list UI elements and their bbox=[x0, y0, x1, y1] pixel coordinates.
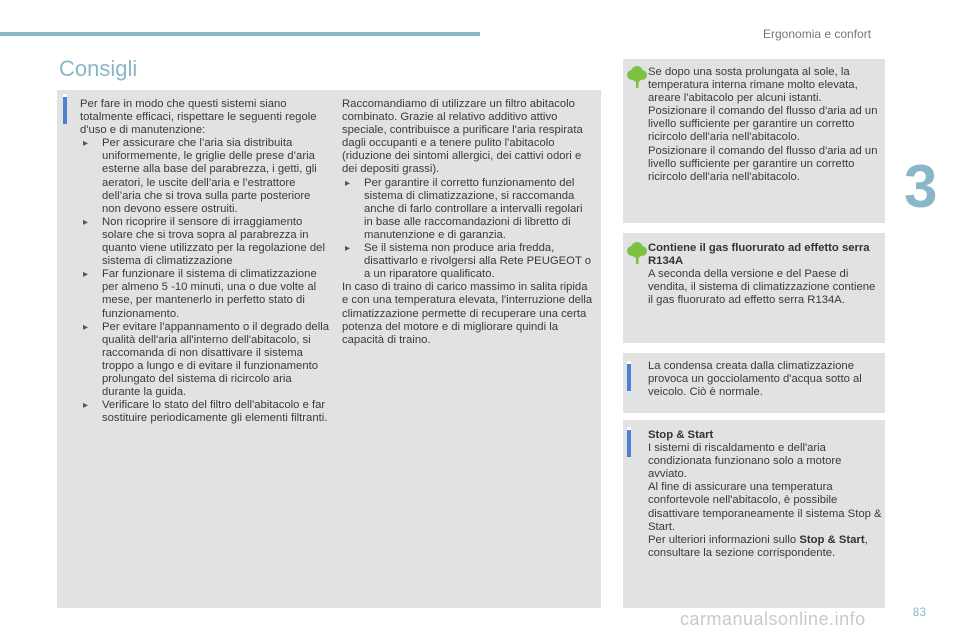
watermark: carmanualsonline.info bbox=[680, 609, 866, 629]
tree-icon bbox=[626, 239, 648, 265]
header-accent-bar bbox=[0, 32, 480, 36]
bullet-icon: ▸ bbox=[345, 177, 351, 189]
bullet-icon: ▸ bbox=[83, 321, 89, 333]
info-icon bbox=[627, 361, 631, 391]
list-item: ▸ Non ricoprire il sensore di irraggiamento solare che si trova sopra al parabrezza in quanto viene utilizzato per la regolazione del sistema di climatizzazione bbox=[83, 215, 325, 268]
parking-tip-text: Se dopo una sosta prolungata al sole, la temperatura interna rimane molto elevata, areare l'abitacolo per alcuni istanti. Posizionare il comando del flusso d'aria ad un livello sufficiente per garantire un corretto ricircolo dell'aria nell'abitacolo. Posizionare il comando del flusso d'aria ad un livello sufficiente per garantire un corretto ricircolo dell'aria nell'abitacolo. bbox=[648, 66, 878, 183]
gas-info-box bbox=[623, 233, 885, 343]
tips-column-right bbox=[342, 98, 594, 347]
info-icon bbox=[627, 427, 631, 457]
bullet-icon: ▸ bbox=[83, 216, 89, 228]
parking-tip-box bbox=[623, 59, 885, 223]
list-item: ▸ Per assicurare che l’aria sia distribuita uniformemente, le griglie delle prese d’aria esterne alla base del parabrezza, i getti, gli aeratori, le uscite dell’aria e l’estrattore dell’aria che si trova sulla parte posteriore non devono essere ostruiti. bbox=[83, 137, 317, 215]
towing-paragraph: In caso di traino di carico massimo in salita ripida e con una temperatura elevata, l'interruzione della climatizzazione permette di recuperare una certa potenza del motore e di migliorare quindi la capacità di traino. bbox=[342, 281, 593, 346]
bullet-icon: ▸ bbox=[345, 243, 351, 255]
tips-column-left bbox=[80, 98, 330, 425]
bullet-icon: ▸ bbox=[83, 400, 89, 412]
tips-intro: Per fare in modo che questi sistemi siano totalmente efficaci, rispettare le seguenti regole d'uso e di manutenzione: bbox=[80, 98, 317, 137]
tips-list-2 bbox=[342, 177, 594, 282]
condensation-box bbox=[623, 353, 885, 413]
section-title: Ergonomia e confort bbox=[763, 27, 872, 41]
list-item: ▸ Per evitare l'appannamento o il degrado della qualità dell'aria all'interno dell'abitacolo, si raccomanda di non disattivare il sistema troppo a lungo e di evitare il funzionamento prolungato del sistema di ricircolo aria durante la guida. bbox=[83, 320, 329, 399]
tree-icon bbox=[626, 63, 648, 89]
gas-info-title: Contiene il gas fluorurato ad effetto serra R134A bbox=[648, 242, 870, 268]
stop-start-text: Stop & Start I sistemi di riscaldamento e dell'aria condizionata funzionano solo a motore avviato. Al fine di assicurare una temperatura confortevole nell'abitacolo, è possibile disattivare temporaneamente il sistema Stop & Start. Per ulteriori informazioni sullo Stop & Start, consultare la sezione corrispondente. bbox=[648, 429, 882, 559]
info-icon bbox=[63, 94, 67, 124]
filter-paragraph: Raccomandiamo di utilizzare un filtro abitacolo combinato. Grazie al relativo additivo attivo speciale, contribuisce a purificare l'aria respirata dagli occupanti e a tenere pulito l'abitacolo (riduzione dei sintomi allergici, dei cattivi odori e dei depositi grassi). bbox=[342, 98, 583, 176]
list-item: ▸ Far funzionare il sistema di climatizzazione per almeno 5 -10 minuti, una o due volte al mese, per mantenerlo in perfetto stato di funzionamento. bbox=[83, 268, 317, 320]
condensation-text: La condensa creata dalla climatizzazione provoca un gocciolamento d'acqua sotto al veicolo. Ciò è normale. bbox=[648, 360, 862, 399]
list-item: ▸ Verificare lo stato del filtro dell'abitacolo e far sostituire periodicamente gli elementi filtranti. bbox=[83, 399, 328, 425]
list-item: ▸ Se il sistema non produce aria fredda, disattivarlo e rivolgersi alla Rete PEUGEOT o a un riparatore qualificato. bbox=[345, 242, 592, 281]
tips-box bbox=[57, 90, 601, 608]
page-number: 83 bbox=[912, 605, 926, 619]
stop-start-box bbox=[623, 420, 885, 608]
bullet-icon: ▸ bbox=[83, 138, 89, 150]
page-heading: Consigli bbox=[59, 56, 138, 81]
bullet-icon: ▸ bbox=[83, 269, 89, 281]
gas-info-text: Contiene il gas fluorurato ad effetto serra R134A A seconda della versione e del Paese di vendita, il sistema di climatizzazione contiene il gas fluorurato ad effetto serra R134A. bbox=[648, 242, 876, 307]
tips-list bbox=[80, 137, 330, 425]
list-item: ▸ Per garantire il corretto funzionamento del sistema di climatizzazione, si raccomanda anche di farlo controllare a intervalli regolari in base alle raccomandazioni di libretto di manutenzione e di garanzia. bbox=[345, 176, 583, 241]
stop-start-title: Stop & Start bbox=[648, 429, 714, 441]
chapter-number: 3 bbox=[904, 153, 938, 220]
